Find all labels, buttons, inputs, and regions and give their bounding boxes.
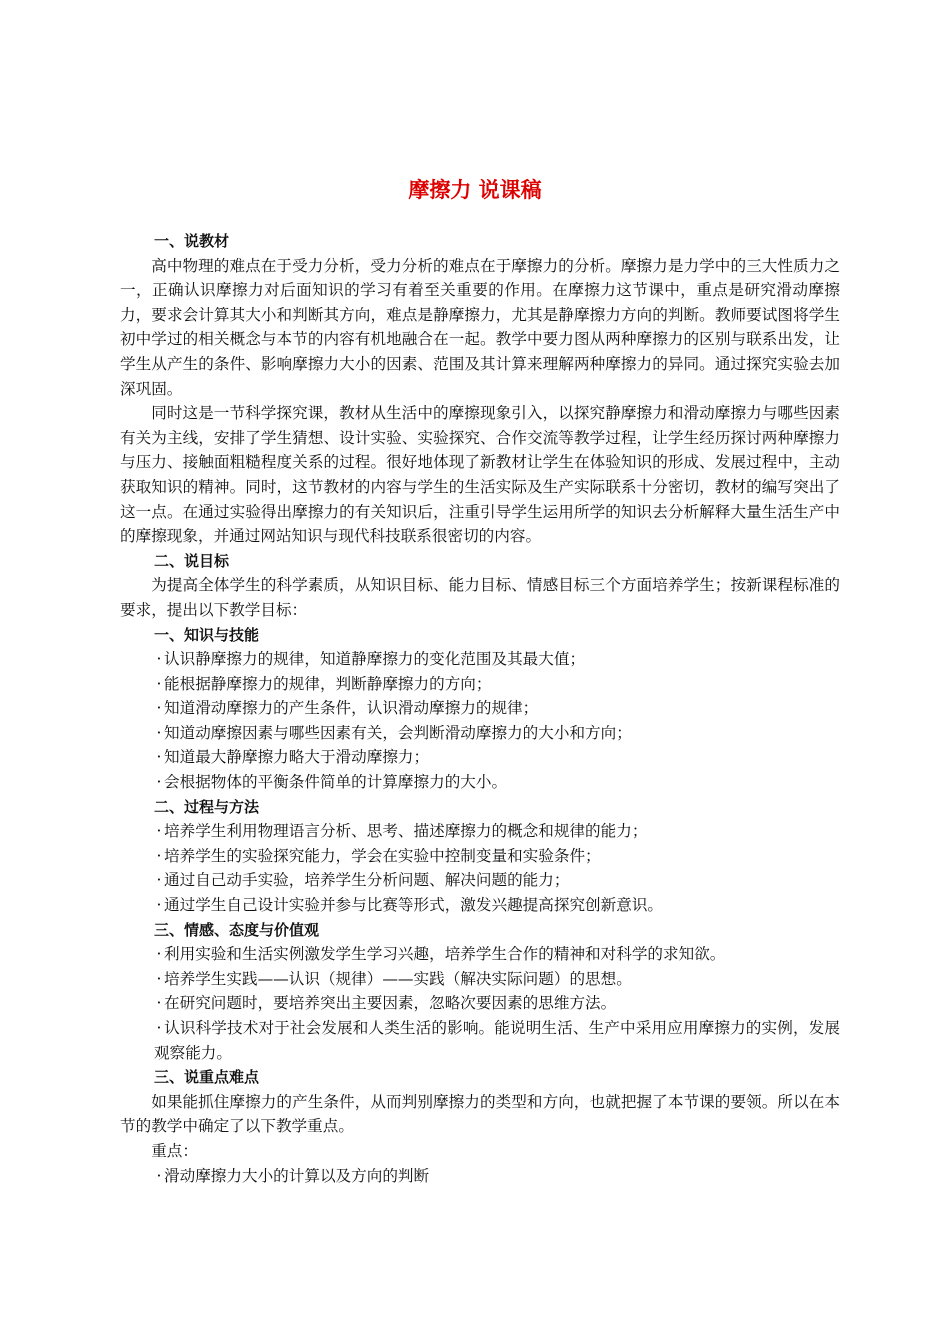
bullet-item xyxy=(120,1016,840,1065)
bullet-text: 培养学生的实验探究能力，学会在实验中控制变量和实验条件； xyxy=(164,846,601,865)
bullet-item xyxy=(120,893,840,918)
bullet-dot-icon: · xyxy=(156,650,162,669)
bullet-text: 知道动摩擦因素与哪些因素有关，会判断滑动摩擦力的大小和方向； xyxy=(164,723,632,742)
bullet-dot-icon: · xyxy=(156,773,162,792)
bullet-text: 认识科学技术对于社会发展和人类生活的影响。能说明生活、生产中采用应用摩擦力的实例，发展观察能力。 xyxy=(154,1019,840,1062)
bullet-dot-icon: · xyxy=(156,1166,162,1185)
bullet-item xyxy=(120,672,840,697)
bullet-dot-icon: · xyxy=(156,1019,162,1037)
paragraph: 高中物理的难点在于受力分析，受力分析的难点在于摩擦力的分析。摩擦力是力学中的三大性质力之一，正确认识摩擦力对后面知识的学习有着至关重要的作用。在摩擦力这节课中，重点是研究滑动摩擦力，要求会计算其大小和判断其方向，难点是静摩擦力，尤其是静摩擦力方向的判断。教师要试图将学生初中学过的相关概念与本节的内容有机地融合在一起。教学中要力图从两种摩擦力的区别与联系出发，让学生从产生的条件、影响摩擦力大小的因素、范围及其计算来理解两种摩擦力的异同。通过探究实验去加深巩固。 xyxy=(120,256,840,398)
bullet-text: 会根据物体的平衡条件简单的计算摩擦力的大小。 xyxy=(164,773,508,792)
bullet-text: 通过自己动手实验，培养学生分析问题、解决问题的能力； xyxy=(164,871,570,890)
bullet-dot-icon: · xyxy=(156,846,162,865)
bullet-text: 知道最大静摩擦力略大于滑动摩擦力； xyxy=(164,748,430,767)
page-title: 摩擦力 说课稿 xyxy=(408,178,542,202)
bullet-dot-icon: · xyxy=(156,896,162,915)
bullet-dot-icon: · xyxy=(156,699,162,718)
bullet-dot-icon: · xyxy=(156,871,162,890)
bullet-dot-icon: · xyxy=(156,748,162,767)
bullet-item xyxy=(120,1164,840,1189)
section-heading: 三、情感、态度与价值观 xyxy=(154,920,320,939)
bullet-dot-icon: · xyxy=(156,969,162,988)
bullet-text: 利用实验和生活实例激发学生学习兴趣，培养学生合作的精神和对科学的求知欲。 xyxy=(164,945,726,964)
section-heading: 三、说重点难点 xyxy=(154,1068,260,1087)
bullet-dot-icon: · xyxy=(156,945,162,964)
bullet-item xyxy=(120,942,840,967)
bullet-item xyxy=(120,770,840,795)
bullet-text: 认识静摩擦力的规律，知道静摩擦力的变化范围及其最大值； xyxy=(164,650,586,669)
paragraph: 如果能抓住摩擦力的产生条件，从而判别摩擦力的类型和方向，也就把握了本节课的要领。所以在本节的教学中确定了以下教学重点。 xyxy=(120,1092,840,1136)
bullet-item xyxy=(120,868,840,893)
bullet-text: 培养学生利用物理语言分析、思考、描述摩擦力的概念和规律的能力； xyxy=(164,822,648,841)
bullet-item xyxy=(120,819,840,844)
bullet-item xyxy=(120,647,840,672)
section-heading: 二、说目标 xyxy=(154,551,230,570)
bullet-dot-icon: · xyxy=(156,723,162,742)
bullet-item xyxy=(120,844,840,869)
section-heading: 一、说教材 xyxy=(154,232,230,250)
bullet-text: 能根据静摩擦力的规律，判断静摩擦力的方向； xyxy=(164,674,492,693)
bullet-item xyxy=(120,967,840,992)
bullet-dot-icon: · xyxy=(156,674,162,693)
paragraph: 同时这是一节科学探究课，教材从生活中的摩擦现象引入，以探究静摩擦力和滑动摩擦力与哪些因素有关为主线，安排了学生猜想、设计实验、实验探究、合作交流等教学过程，让学生经历探讨两种摩擦力与压力、接触面粗糙程度关系的过程。很好地体现了新教材让学生在体验知识的形成、发展过程中，主动获取知识的精神。同时，这节教材的内容与学生的生活实际及生产实际联系十分密切，教材的编写突出了这一点。在通过实验得出摩擦力的有关知识后，注重引导学生运用所学的知识去分析解释大量生活生产中的摩擦现象，并通过网站知识与现代科技联系很密切的内容。 xyxy=(120,404,840,546)
bullet-item xyxy=(120,745,840,770)
bullet-item xyxy=(120,696,840,721)
section-heading: 二、过程与方法 xyxy=(154,797,260,816)
bullet-text: 知道滑动摩擦力的产生条件，认识滑动摩擦力的规律； xyxy=(164,699,539,718)
bullet-text: 培养学生实践——认识（规律）——实践（解决实际问题）的思想。 xyxy=(164,969,632,988)
bullet-dot-icon: · xyxy=(156,994,162,1013)
bullet-dot-icon: · xyxy=(156,822,162,841)
section-heading: 一、知识与技能 xyxy=(154,625,260,644)
bullet-text: 在研究问题时，要培养突出主要因素，忽略次要因素的思维方法。 xyxy=(164,994,617,1013)
bullet-item xyxy=(120,721,840,746)
bullet-text: 通过学生自己设计实验并参与比赛等形式，激发兴趣提高探究创新意识。 xyxy=(164,896,664,915)
bullet-text: 滑动摩擦力大小的计算以及方向的判断 xyxy=(164,1166,430,1185)
document-body xyxy=(120,229,840,1188)
paragraph: 为提高全体学生的科学素质，从知识目标、能力目标、情感目标三个方面培养学生；按新课程标准的要求，提出以下教学目标： xyxy=(120,576,840,619)
paragraph: 重点： xyxy=(151,1141,198,1160)
bullet-item xyxy=(120,991,840,1016)
